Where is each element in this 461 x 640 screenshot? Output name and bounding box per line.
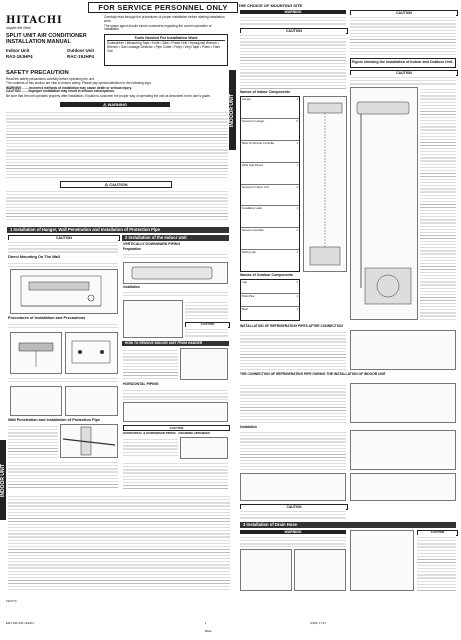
connection-figure bbox=[350, 383, 456, 423]
part-name: Installation Label bbox=[242, 207, 263, 211]
part-name: Screws for Hanger bbox=[242, 119, 265, 123]
title-line1: SPLIT UNIT AIR CONDITIONER bbox=[6, 33, 87, 39]
warning-definition: WARNING ....... Incorrect methods of installation may cause death or serious injury. bbox=[6, 85, 132, 90]
warning-icon: ⚠ bbox=[102, 102, 108, 107]
safety-line: Read the safety precautions carefully before operating the unit. bbox=[6, 77, 95, 81]
horizontal-title: HORIZONTAL PIPING bbox=[123, 382, 159, 386]
part-name: Cap bbox=[242, 281, 247, 284]
installation-figure-notes bbox=[420, 87, 456, 320]
part-qty: 1 bbox=[296, 163, 298, 167]
preparation-text bbox=[123, 252, 228, 260]
site-diagram bbox=[303, 96, 347, 272]
parts-row bbox=[241, 206, 299, 228]
intro-notes bbox=[104, 16, 228, 32]
part-qty: 1 bbox=[296, 98, 298, 101]
caution-label: CAUTION bbox=[396, 11, 412, 15]
part-qty: 1 bbox=[296, 308, 298, 312]
hanger-figure-1 bbox=[10, 332, 62, 374]
parts-row bbox=[241, 228, 299, 250]
service-banner: FOR SERVICE PERSONNEL ONLY bbox=[88, 2, 238, 13]
caution-definition: CAUTION ....... Improper installation may result in serious consequence. bbox=[6, 89, 115, 94]
procedures-text bbox=[8, 322, 118, 330]
wall-penetration-text bbox=[8, 424, 58, 458]
part-qty: 6 bbox=[296, 119, 298, 123]
remove-figure bbox=[180, 348, 228, 380]
right-caution-text-2 bbox=[350, 15, 456, 55]
parts-title: Names of Indoor Components bbox=[240, 90, 290, 94]
part-name: Bush bbox=[242, 308, 249, 312]
hanger-figure-4 bbox=[65, 386, 118, 416]
preparation-title: Preparation bbox=[123, 247, 141, 251]
part-qty: 1 bbox=[296, 207, 298, 211]
indoor-unit-tab-top: INDOOR UNIT bbox=[229, 70, 236, 150]
section-1-caution-text bbox=[8, 240, 118, 254]
horiz-downward-title: HORIZONTAL & DOWNWARD PIPING - DRAINING OPENINGS bbox=[123, 431, 211, 435]
caution-label: CAUTION bbox=[286, 505, 302, 509]
hanger-figure-2 bbox=[65, 332, 118, 374]
direct-mounting-text bbox=[8, 261, 118, 267]
part-qty: 1 bbox=[296, 229, 298, 233]
installation-figure-2 bbox=[350, 430, 456, 470]
print-color: Black bbox=[205, 630, 212, 633]
direct-mounting-title: Direct Mounting On The Wall bbox=[8, 255, 60, 259]
outdoor-parts-row bbox=[241, 294, 299, 308]
horizontal-text bbox=[123, 388, 228, 400]
caution-label: CAUTION bbox=[169, 426, 184, 430]
parts-table bbox=[240, 96, 300, 272]
section-3-warning-text bbox=[240, 535, 346, 547]
parts-row bbox=[241, 185, 299, 207]
drain-hose-figure-2 bbox=[294, 549, 346, 591]
section-3-warning bbox=[240, 530, 346, 534]
parts-row bbox=[241, 97, 299, 119]
part-name: Putting Clip bbox=[242, 251, 256, 255]
horiz-downward-text bbox=[123, 437, 178, 457]
hanger-procedure-text bbox=[8, 376, 118, 384]
right-column-title: THE CHOICE OF MOUNTING SITE bbox=[238, 3, 303, 8]
tools-title: Tools Needed For Installation Work bbox=[107, 36, 225, 41]
doc-code: EM-1 RB HUD 19JHP4 bbox=[6, 622, 34, 625]
right-warning-bar bbox=[240, 10, 346, 14]
caution-label: CAUTION bbox=[286, 29, 302, 33]
caution-label: CAUTION bbox=[56, 236, 72, 240]
site-diagram-svg bbox=[304, 97, 346, 271]
right-caution-text-3 bbox=[350, 75, 456, 85]
caution-label: CAUTION bbox=[430, 530, 445, 534]
safety-footer: Be sure that the unit operates properly after installation. Explain to customer the proper way of operating the unit as described in the user's guide. bbox=[6, 94, 211, 99]
part-qty: 1 bbox=[296, 251, 298, 255]
installation-figure-svg bbox=[351, 88, 417, 319]
wall-penetration-figure bbox=[60, 424, 118, 458]
part-qty: 2 bbox=[296, 281, 298, 284]
safety-title: SAFETY PRECAUTION bbox=[6, 70, 69, 76]
page-number: 1 bbox=[205, 622, 207, 625]
caution-bar bbox=[60, 181, 172, 188]
indoor-model: RAS-19JHP4 bbox=[6, 54, 33, 59]
parts-row bbox=[241, 141, 299, 163]
wall-penetration-title: Wall Penetration and Installation of Protection Pipe bbox=[8, 418, 101, 422]
indoor-unit-figure-2 bbox=[123, 300, 183, 338]
drain-figure-a bbox=[240, 473, 346, 501]
wall-penetration-text-2 bbox=[8, 460, 118, 490]
ref-pipe-figure bbox=[350, 330, 456, 370]
drain-hose-figure-1 bbox=[240, 549, 292, 591]
brand-logo: HITACHI bbox=[6, 15, 63, 26]
part-qty: 1 bbox=[296, 294, 298, 298]
section-2-caution-text bbox=[185, 327, 228, 338]
section-3-caution-text bbox=[417, 535, 456, 591]
installation-text-3 bbox=[240, 430, 346, 470]
tools-list: Screwdriver • Measuring Tape • Knife • Saw • Power Drill • Hexagonal Wrench • Wrench • Gas Leakage Detector • Pipe Cutter • Putty • Vinyl Tape • Pliers • Flare Tool bbox=[107, 41, 221, 53]
indoor-unit-figure-1 bbox=[123, 262, 228, 284]
title-line2: INSTALLATION MANUAL bbox=[6, 39, 71, 45]
caution-icon: ⚠ bbox=[104, 182, 110, 187]
horizontal-figure bbox=[123, 402, 228, 422]
parts-row bbox=[241, 119, 299, 141]
wall-figure bbox=[10, 269, 118, 314]
installation-text bbox=[123, 290, 228, 298]
part-name: Hanger bbox=[242, 98, 251, 101]
hanger-figure-3 bbox=[10, 386, 62, 416]
section-2-header: 2 Installation of the Indoor Unit bbox=[122, 235, 229, 241]
indoor-unit-diagram bbox=[124, 263, 227, 283]
part-name: Remote Controller bbox=[242, 229, 264, 233]
part-qty: 2 bbox=[296, 185, 298, 189]
installation-title-2: Installation bbox=[240, 425, 257, 429]
brand-tagline: Inspire the Next bbox=[6, 26, 31, 30]
install-ref-pipes-text bbox=[240, 330, 346, 370]
how-to-remove-text bbox=[123, 348, 178, 380]
horiz-downward-text-2 bbox=[123, 461, 228, 490]
part-qty: 1 bbox=[296, 141, 298, 145]
outdoor-model: RAC-19JHP4 bbox=[67, 54, 94, 59]
intro-note: Carefully read through the procedures of proper installation before starting installation work. bbox=[104, 15, 225, 23]
right-caution-text-1 bbox=[240, 33, 346, 89]
caution-label: CAUTION bbox=[109, 182, 128, 187]
outdoor-label: Outdoor Unit bbox=[66, 48, 94, 53]
warning-label: WARNING bbox=[284, 530, 302, 534]
tools-box bbox=[104, 34, 228, 66]
caution-label: CAUTION bbox=[396, 71, 412, 75]
connection-text bbox=[240, 383, 346, 423]
bottom-caution-text bbox=[240, 509, 346, 519]
horiz-downward-figure bbox=[180, 437, 228, 459]
warning-body bbox=[6, 110, 228, 178]
outdoor-parts-title: Names of Outdoor Components bbox=[240, 273, 293, 277]
part-name: Wide Seal Pieces bbox=[242, 163, 264, 167]
indoor-label: Indoor Unit bbox=[6, 48, 30, 53]
how-to-remove-header: HOW TO REMOVE INDOOR UNIT FROM HANGER bbox=[122, 341, 229, 346]
caution-body bbox=[6, 189, 228, 222]
vertical-downward-title: VERTICALLY DOWNWARD PIPING bbox=[123, 242, 181, 246]
intro-note: The space agent should inform customers regarding the correct operation of installation. bbox=[104, 23, 212, 32]
outdoor-parts-table bbox=[240, 279, 300, 321]
part-name: Screws for Indoor Unit bbox=[242, 185, 269, 189]
part-name: Bolts for Remote Controller bbox=[242, 141, 275, 145]
drain-figure-b bbox=[350, 473, 456, 501]
part-number: 1916773 bbox=[6, 600, 17, 603]
procedures-title: Procedures of Installation and Precautions bbox=[8, 316, 86, 320]
section-1-bottom-text bbox=[8, 494, 230, 590]
installation-figure bbox=[350, 87, 418, 320]
pipe-diagram bbox=[61, 425, 117, 457]
outdoor-parts-row bbox=[241, 280, 299, 294]
safety-line: The contents of this section are vital to ensure safety. Please pay special attention to the following sign. bbox=[6, 80, 152, 85]
header-block bbox=[6, 15, 94, 65]
print-date: 2/3/06, 17:31 bbox=[310, 622, 326, 625]
parts-row bbox=[241, 163, 299, 185]
caution-label: CAUTION bbox=[200, 322, 215, 326]
safety-text bbox=[6, 78, 228, 99]
wall-diagram bbox=[11, 270, 117, 313]
section-3-header: 3 Installation of Drain Hose bbox=[240, 522, 456, 528]
warning-label: WARNING bbox=[107, 102, 128, 107]
part-name: Drain Pipe bbox=[242, 294, 255, 298]
right-warning-text bbox=[240, 15, 346, 26]
installation-title: Installation bbox=[123, 285, 140, 289]
installation-text-2 bbox=[185, 300, 228, 320]
warning-label: WARNING bbox=[284, 10, 302, 14]
hanger-diagram bbox=[11, 333, 61, 373]
figure-title-box: Figure showing the installation of Indoor and Outdoor Unit. bbox=[350, 58, 456, 68]
parts-row bbox=[241, 250, 299, 271]
install-ref-pipes-title: INSTALLATION OF REFRIGERATING PIPES AFTER CONNECTION bbox=[240, 324, 343, 328]
drain-hose-figure-3 bbox=[350, 530, 414, 591]
screw-diagram bbox=[66, 333, 117, 373]
section-1-header: 1 Installation of Hanger, Wall Penetration and Installation of Protection Pipe bbox=[7, 227, 229, 233]
warning-bar bbox=[60, 102, 170, 107]
indoor-unit-tab-left: INDOOR UNIT bbox=[0, 440, 6, 520]
connection-title: THE CONNECTION OF REFRIGERATING PIPE DURING THE INSTALLATION OF INDOOR UNIT bbox=[240, 372, 386, 376]
outdoor-parts-row bbox=[241, 307, 299, 320]
